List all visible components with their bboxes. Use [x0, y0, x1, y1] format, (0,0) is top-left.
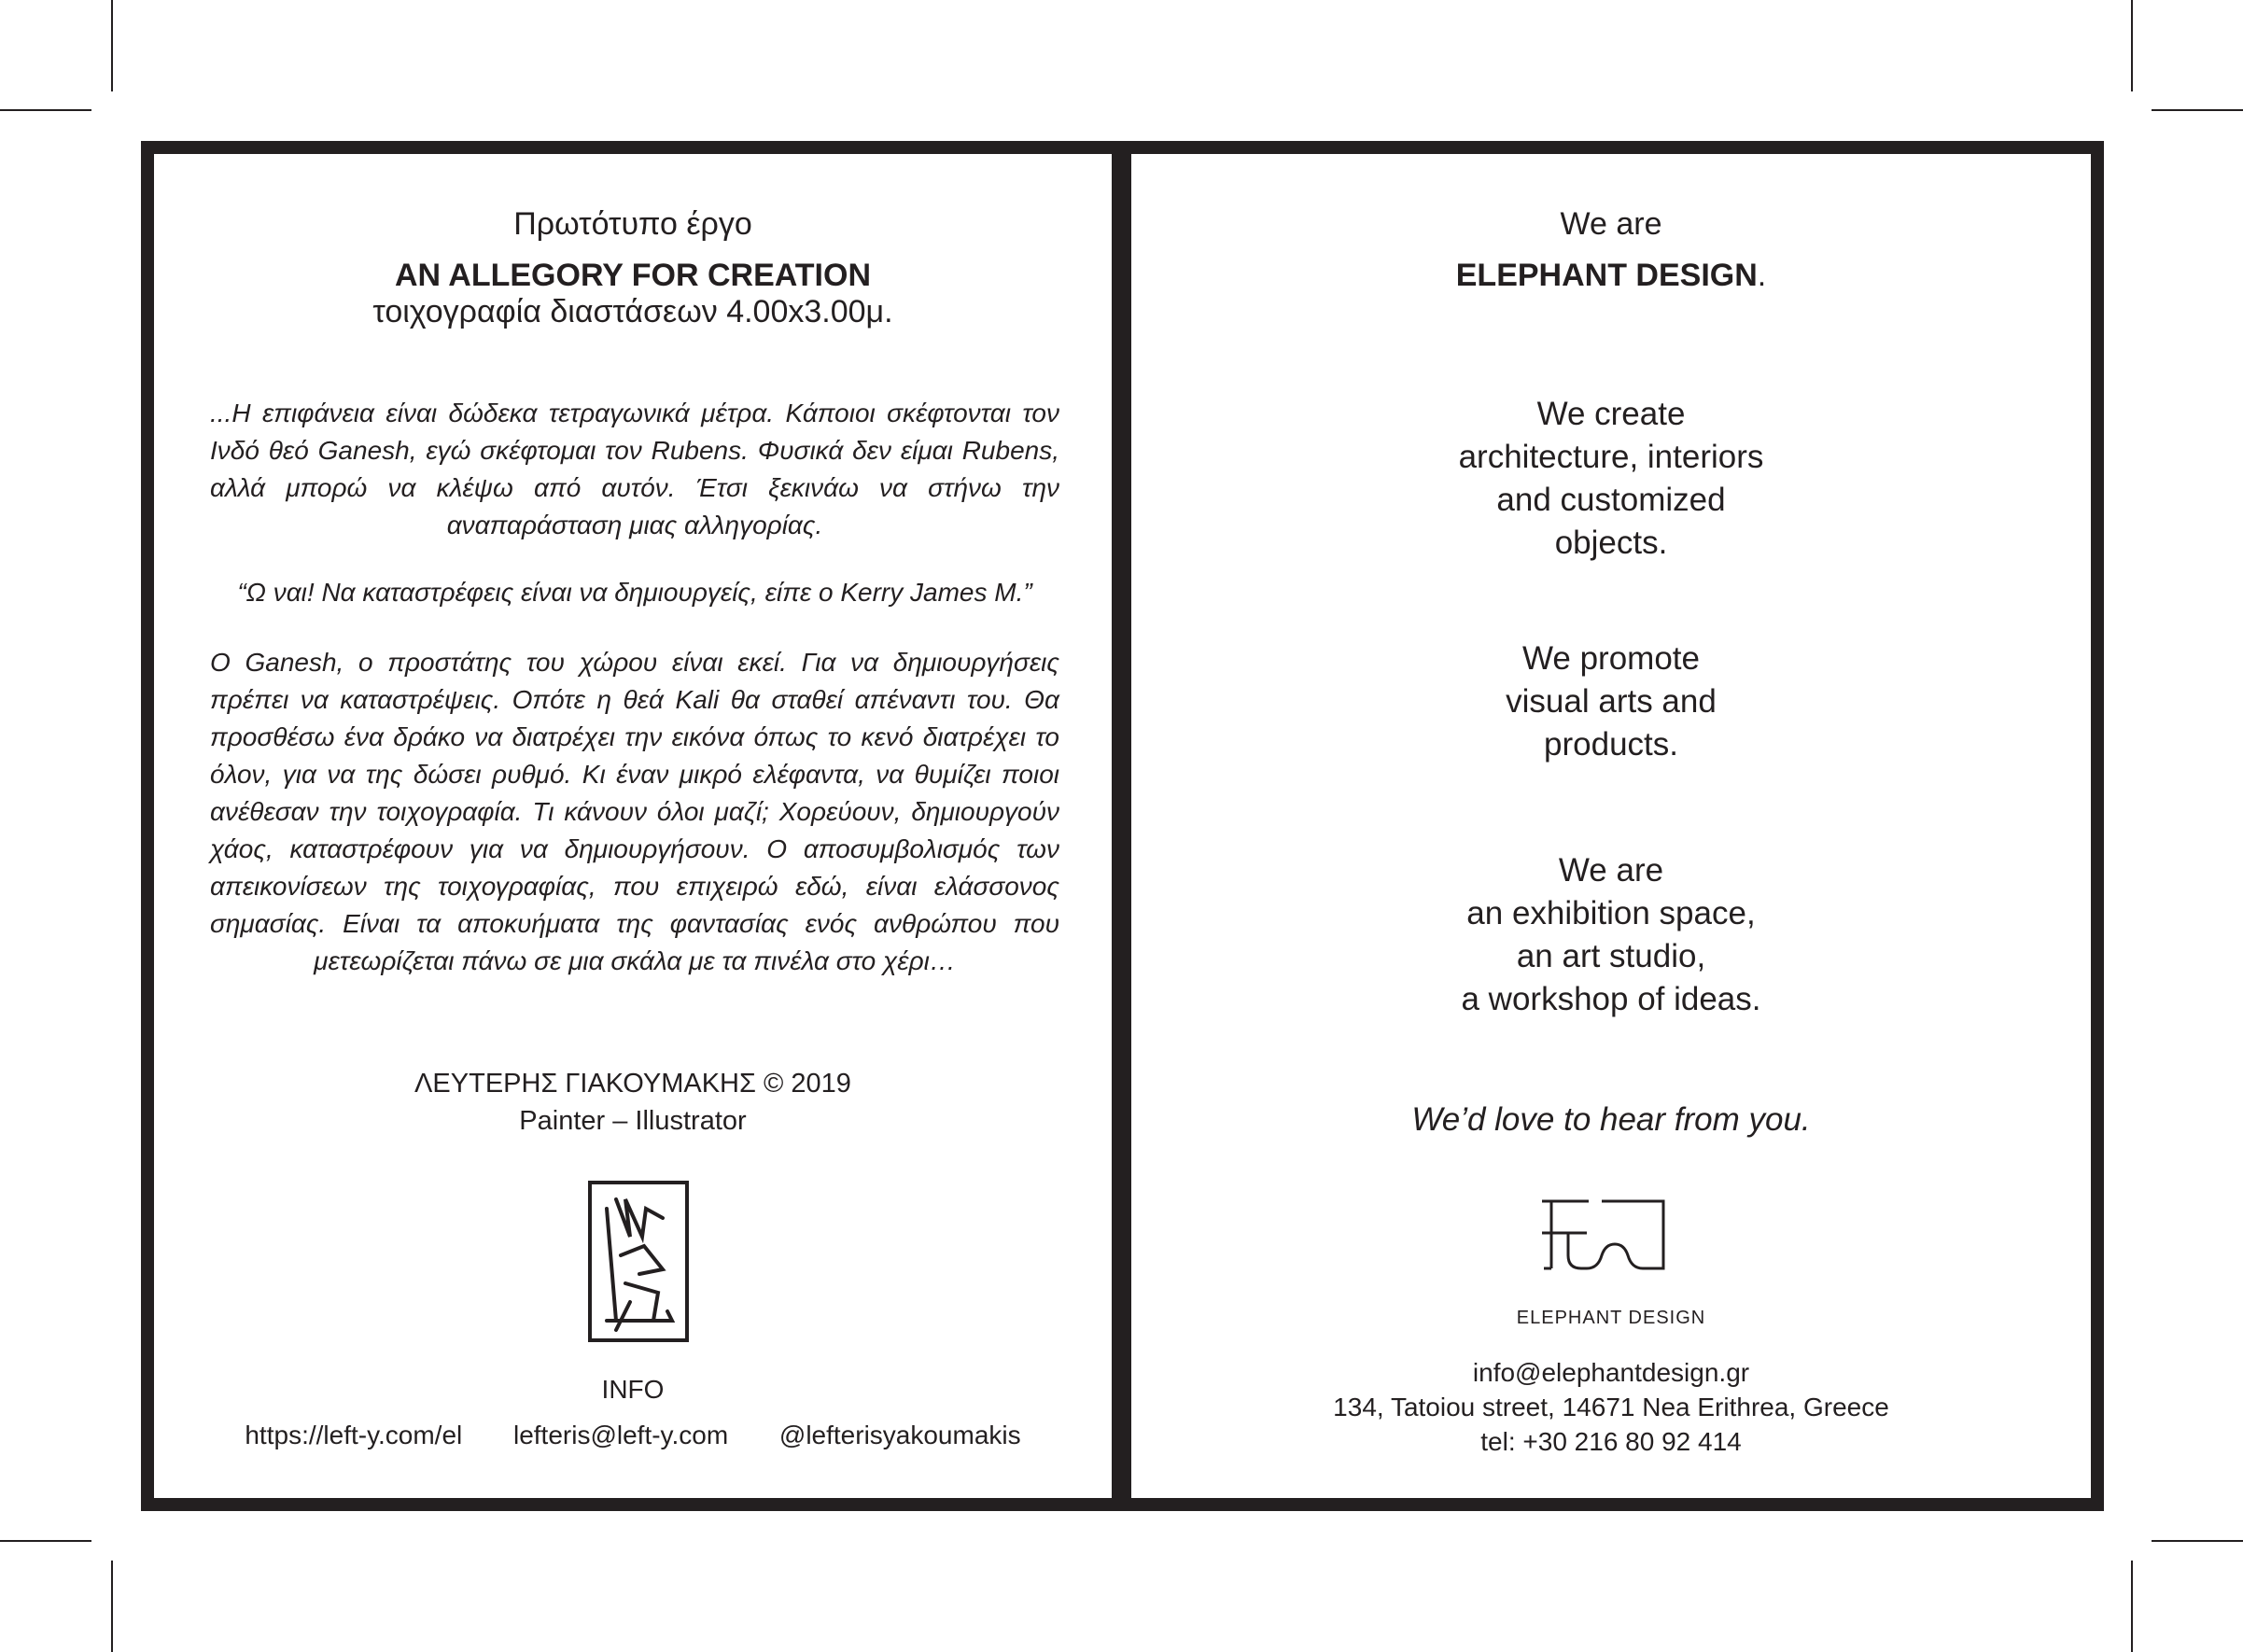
artwork-heading: Πρωτότυπο έργο [513, 206, 752, 242]
crop-mark [111, 0, 113, 91]
space-line: We are [1558, 852, 1664, 889]
crop-mark [111, 1561, 113, 1652]
artwork-title: AN ALLEGORY FOR CREATION [395, 258, 871, 293]
contact-invite: We’d love to hear from you. [1411, 1101, 1811, 1138]
crop-mark [2152, 1540, 2243, 1542]
crop-mark [2131, 1561, 2133, 1652]
promote-line: We promote [1522, 640, 1700, 677]
artwork-quote: “Ω ναι! Να καταστρέφεις είναι να δημιουργείς, είπε ο Kerry James M.” [237, 578, 1032, 607]
space-line: a workshop of ideas. [1461, 981, 1761, 1017]
crop-mark [2131, 0, 2133, 91]
social-handle-link[interactable]: @lefterisyakoumakis [778, 1421, 1021, 1449]
crop-mark [0, 1540, 91, 1542]
elephant-design-logo-icon [1533, 1190, 1682, 1283]
logo-wordmark: ELEPHANT DESIGN [1516, 1308, 1706, 1328]
company-email[interactable]: info@elephantdesign.gr [1472, 1358, 1750, 1387]
crop-mark [2152, 109, 2243, 111]
company-name [1131, 258, 2091, 294]
space-line: an art studio, [1516, 938, 1706, 974]
artwork-paragraph-1: ...Η επιφάνεια είναι δώδεκα τετραγωνικά μέτρα. Κάποιοι σκέφτονται τον Ινδό θεό Ganesh, εγώ σκέφτομαι τον Rubens. Φυσικά δεν είμαι Rubens, αλλά μπορώ να κλέψω από αυτόν. Έτσι ξεκινάω να στήνω την αναπαράσταση μιας αλληγορίας. [210, 399, 1059, 539]
space-line: an exhibition space, [1466, 895, 1756, 931]
card-sheet [141, 141, 2104, 1511]
promote-line: visual arts and [1506, 683, 1717, 720]
crop-mark [0, 109, 91, 111]
create-line: and customized [1496, 482, 1726, 518]
create-line: We create [1536, 396, 1686, 432]
artwork-dimensions: τοιχογραφία διαστάσεων 4.00x3.00μ. [372, 294, 893, 329]
create-line: objects. [1554, 525, 1668, 561]
company-name-text: ELEPHANT DESIGN [1455, 258, 1758, 293]
panel-company [1131, 154, 2091, 1498]
company-name-period: . [1757, 258, 1767, 293]
promote-line: products. [1544, 726, 1678, 763]
contact-links [154, 1421, 1112, 1450]
website-link[interactable]: https://left-y.com/el [245, 1421, 463, 1449]
author-name: ΛΕΥΤΕΡΗΣ ΓΙΑΚΟΥΜΑΚΗΣ © 2019 [414, 1069, 851, 1099]
artist-signature-icon [588, 1181, 689, 1342]
space-block [1131, 849, 2091, 1021]
panel-artwork [154, 154, 1112, 1498]
create-block [1131, 393, 2091, 565]
we-are-heading: We are [1560, 206, 1662, 242]
company-address: 134, Tatoiou street, 14671 Nea Erithrea, Greece [1333, 1393, 1889, 1421]
author-role: Painter – Illustrator [519, 1106, 747, 1136]
promote-block [1131, 637, 2091, 766]
create-line: architecture, interiors [1458, 439, 1764, 475]
artwork-paragraph-2: Ο Ganesh, ο προστάτης του χώρου είναι εκεί. Για να δημιουργήσεις πρέπει να καταστρέψεις. Οπότε η θεά Kali θα σταθεί απέναντι του. Θα προσθέσω ένα δράκο να διατρέχει την εικόνα όπως το κενό διατρέχει το όλον, για να της δώσει ρυθμό. Κι έναν μικρό ελέφαντα, να θυμίζει ποιοι ανέθεσαν την τοιχογραφία. Τι κάνουν όλοι μαζί; Χορεύουν, δημιουργούν χάος, καταστρέφουν για να δημιουργήσουν. Ο αποσυμβολισμός των απεικονίσεων της τοιχογραφίας, που επιχειρώ εδώ, είναι ελάσσονος σημασίας. Είναι τα αποκυήματα της φαντασίας ενός ανθρώπου που μετεωρίζεται πάνω σε μια σκάλα με τα πινέλα στο χέρι… [210, 648, 1059, 975]
email-link[interactable]: lefteris@left-y.com [512, 1421, 729, 1449]
info-label: INFO [601, 1375, 665, 1404]
company-phone: tel: +30 216 80 92 414 [1480, 1427, 1742, 1456]
